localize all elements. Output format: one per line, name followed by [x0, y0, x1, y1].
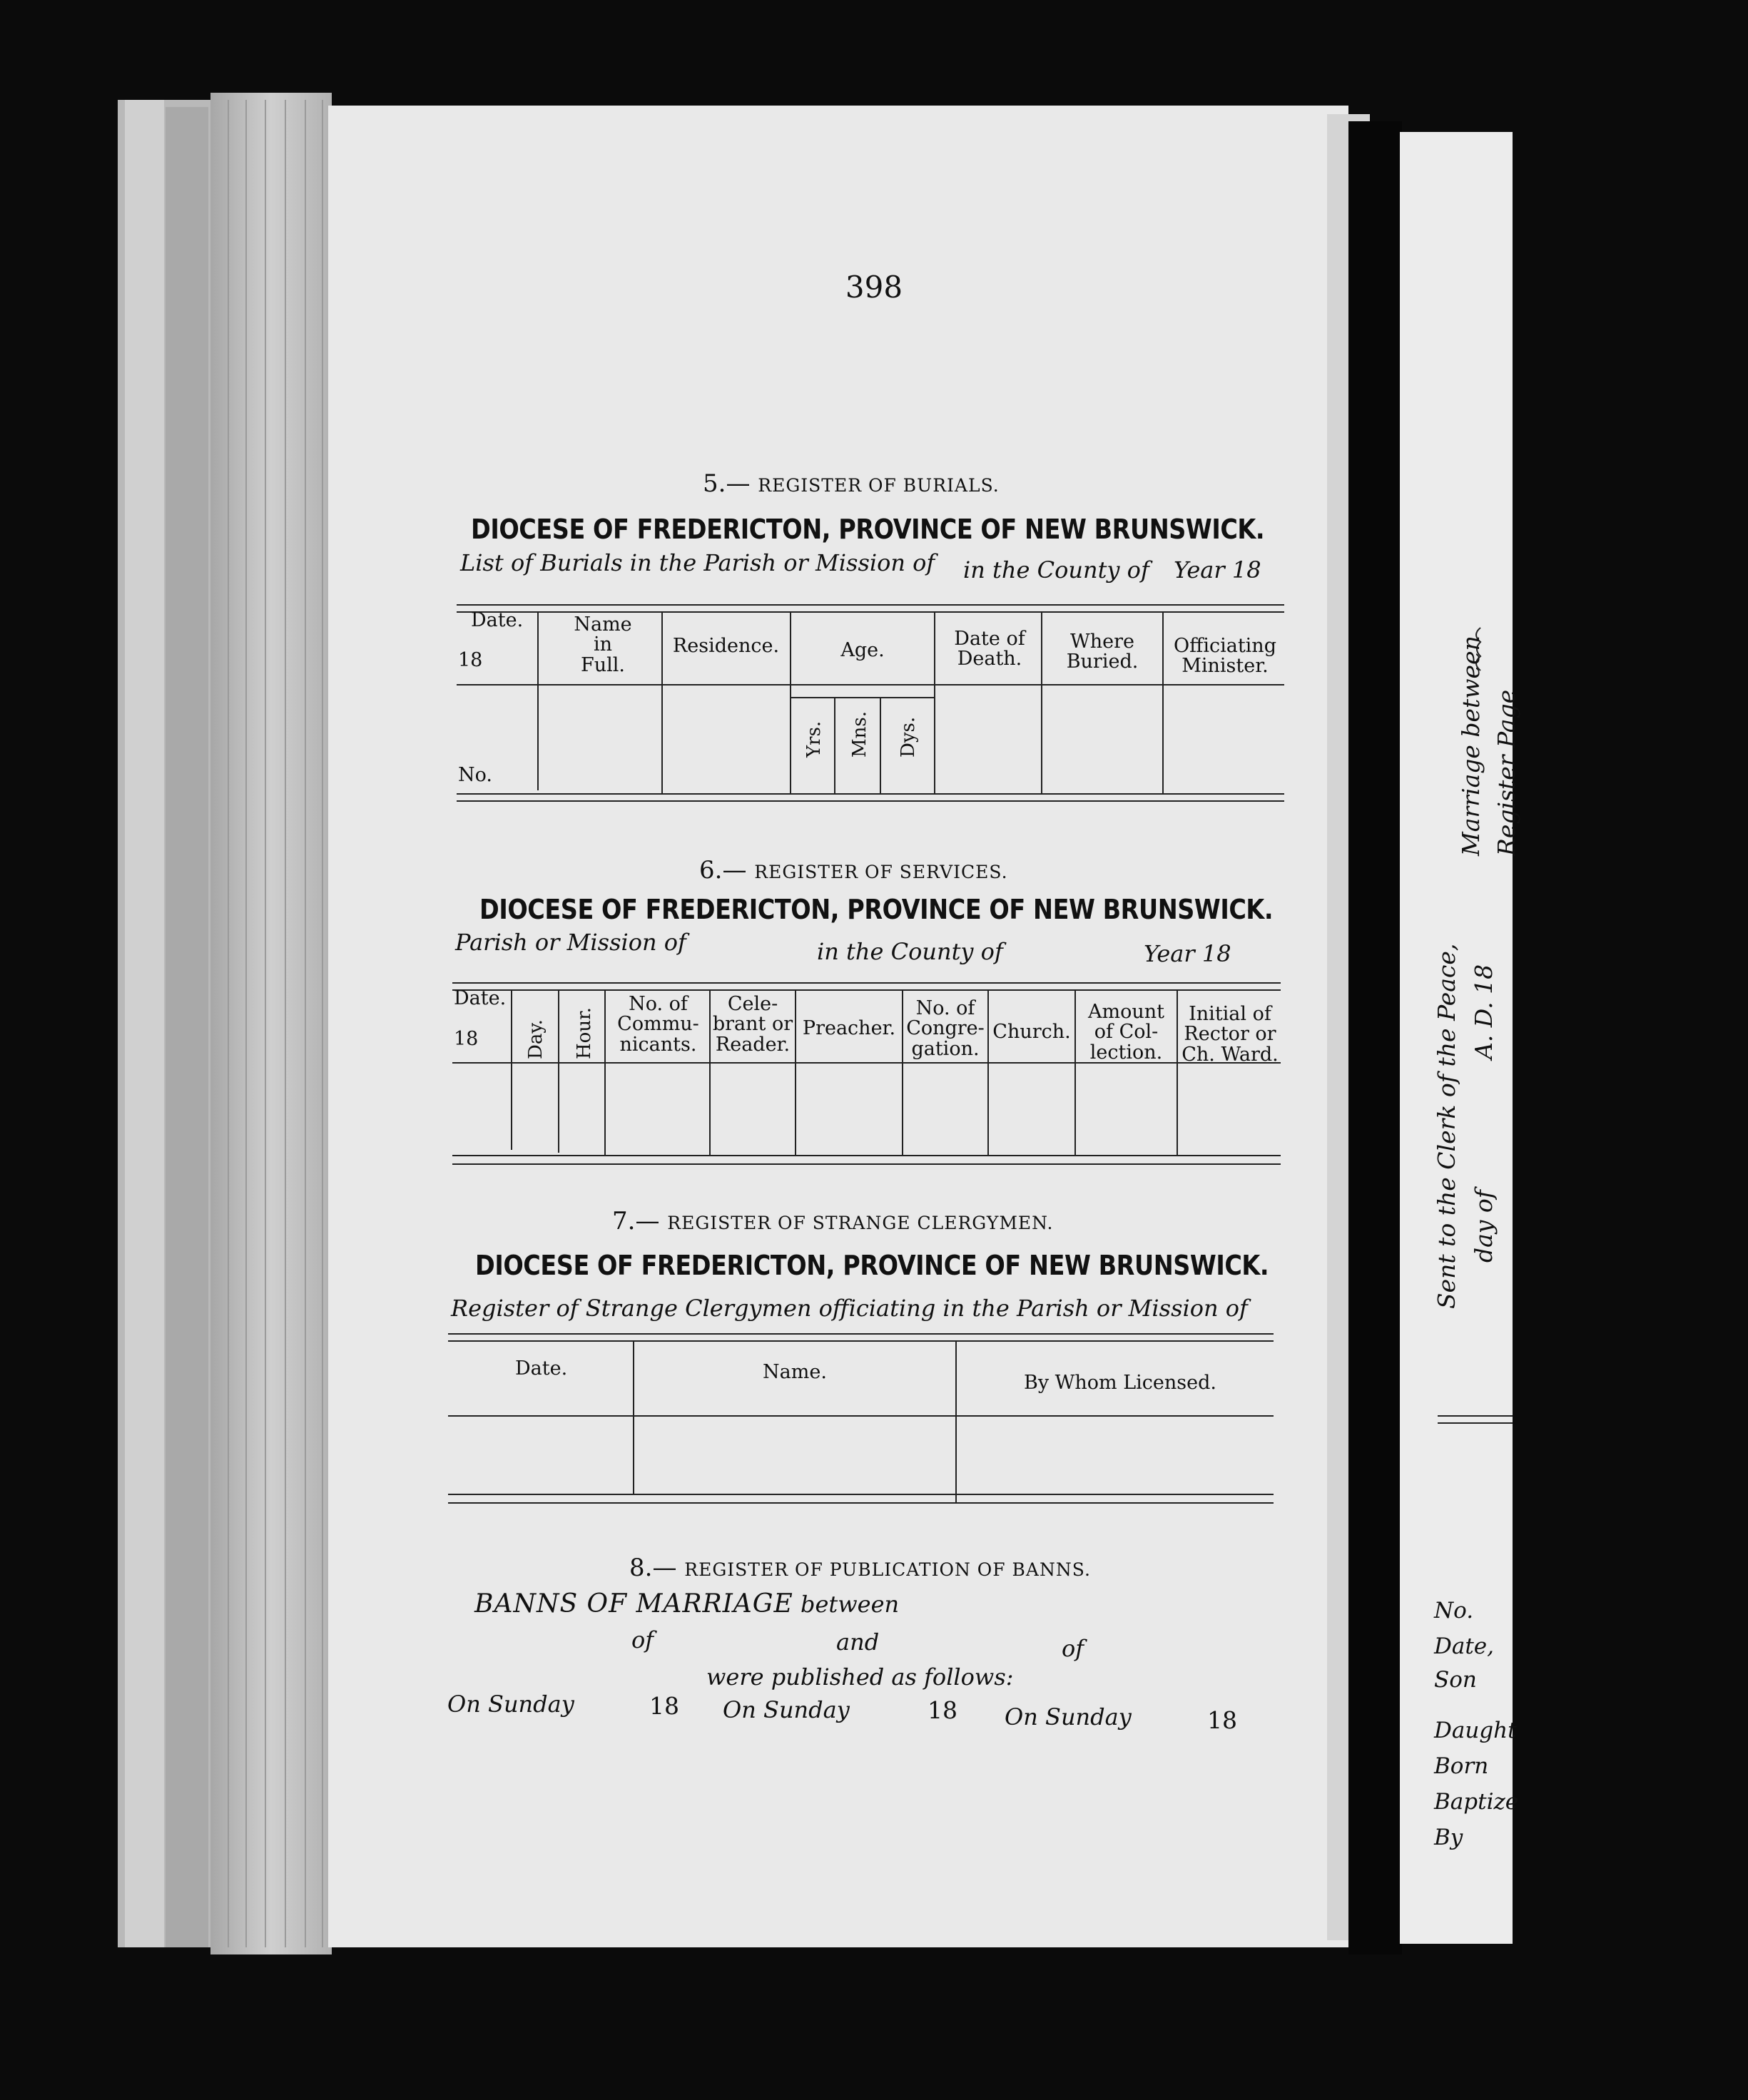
- right-label-by: By: [1434, 1825, 1463, 1850]
- banns-sunday-1-year: 18: [649, 1692, 679, 1720]
- page-number: 398: [845, 270, 903, 305]
- services-section-title: 6.— REGISTER OF SERVICES.: [699, 856, 1008, 885]
- services-col-collection: Amount of Col- lection.: [1088, 1001, 1164, 1064]
- services-subheading-year: Year 18: [1144, 940, 1231, 967]
- clergy-diocese-heading: DIOCESE OF FREDERICTON, PROVINCE OF NEW BRUNSWICK.: [475, 1250, 1269, 1281]
- services-col-communicants: No. of Commu- nicants.: [617, 993, 699, 1056]
- services-col-hour: Hour.: [574, 1007, 595, 1059]
- burials-section-title: 5.— REGISTER OF BURIALS.: [703, 469, 1000, 498]
- burials-col-year: 18: [458, 649, 483, 671]
- burials-col-mns: Mns.: [849, 711, 870, 758]
- burials-col-yrs: Yrs.: [803, 720, 825, 758]
- services-col-year: 18: [454, 1028, 479, 1050]
- burials-col-age: Age.: [840, 639, 885, 661]
- burials-subheading-county: in the County of: [963, 556, 1149, 583]
- services-col-preacher: Preacher.: [802, 1017, 896, 1039]
- burials-subheading-year: Year 18: [1174, 556, 1261, 583]
- banns-sunday-3-year: 18: [1207, 1706, 1237, 1734]
- clergy-section-title: 7.— REGISTER OF STRANGE CLERGYMEN.: [612, 1207, 1054, 1235]
- banns-of-first: of: [631, 1626, 654, 1653]
- right-label-baptized: Baptize: [1434, 1789, 1519, 1815]
- banns-and: and: [836, 1628, 880, 1656]
- right-vertical-sent-to-clerk: Sent to the Clerk of the Peace,: [1433, 943, 1460, 1309]
- banns-published: were published as follows:: [706, 1663, 1014, 1691]
- burials-col-minister: Officiating Minister.: [1174, 635, 1276, 678]
- services-subheading-parish: Parish or Mission of: [455, 929, 686, 956]
- burials-col-dys: Dys.: [898, 716, 919, 758]
- services-col-initial: Initial of Rector or Ch. Ward.: [1182, 1003, 1279, 1066]
- services-col-day: Day.: [525, 1019, 547, 1059]
- banns-sunday-2-year: 18: [928, 1696, 957, 1724]
- services-col-celebrant: Cele- brant or Reader.: [712, 993, 793, 1056]
- burials-diocese-heading: DIOCESE OF FREDERICTON, PROVINCE OF NEW BRUNSWICK.: [471, 514, 1265, 545]
- banns-of-second: of: [1062, 1635, 1084, 1662]
- services-col-congregation: No. of Congre- gation.: [906, 997, 985, 1060]
- right-vertical-register-page: Register Page: [1493, 689, 1520, 856]
- burials-col-date: Date.: [471, 609, 524, 631]
- right-vertical-marriage-between: Marriage between: [1457, 636, 1485, 856]
- clergy-col-name: Name.: [763, 1361, 827, 1383]
- burials-col-death: Date of Death.: [954, 628, 1025, 671]
- clergy-col-date: Date.: [515, 1357, 568, 1380]
- banns-sunday-1-label: On Sunday: [447, 1691, 574, 1718]
- clergy-subheading: Register of Strange Clergymen officiating in the Parish or Mission of: [451, 1295, 1248, 1322]
- burials-col-residence: Residence.: [672, 635, 780, 657]
- burials-col-name: Name in Full.: [574, 613, 632, 676]
- right-label-date: Date,: [1434, 1633, 1494, 1659]
- banns-sunday-3-label: On Sunday: [1005, 1703, 1132, 1731]
- banns-heading: BANNS OF MARRIAGE between: [474, 1589, 900, 1619]
- right-vertical-day-of: day of: [1470, 1189, 1498, 1263]
- burials-col-no: No.: [458, 764, 492, 786]
- burials-col-buried: Where Buried.: [1066, 631, 1139, 673]
- burials-subheading-parish: List of Burials in the Parish or Mission of: [460, 549, 935, 576]
- right-label-son: Son: [1434, 1667, 1477, 1693]
- right-vertical-ad-year: A. D. 18: [1470, 964, 1498, 1059]
- banns-section-title: 8.— REGISTER OF PUBLICATION OF BANNS.: [629, 1554, 1091, 1582]
- services-diocese-heading: DIOCESE OF FREDERICTON, PROVINCE OF NEW BRUNSWICK.: [479, 894, 1274, 925]
- services-col-church: Church.: [992, 1021, 1071, 1043]
- right-label-daughter: Daught: [1434, 1718, 1517, 1743]
- right-label-no: No.: [1434, 1598, 1474, 1624]
- clergy-col-licensed: By Whom Licensed.: [1023, 1372, 1216, 1394]
- services-subheading-county: in the County of: [817, 938, 1003, 965]
- right-label-born: Born: [1434, 1753, 1489, 1779]
- services-col-date: Date.: [454, 987, 507, 1009]
- banns-sunday-2-label: On Sunday: [723, 1696, 850, 1723]
